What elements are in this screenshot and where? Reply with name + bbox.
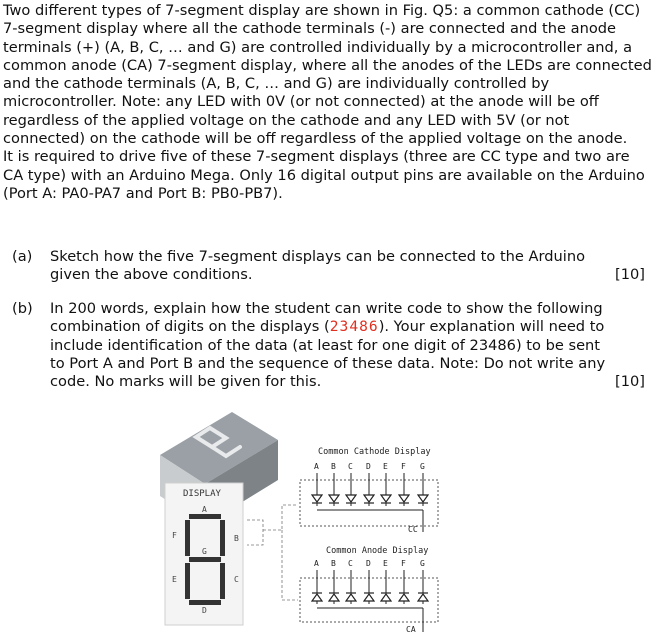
seg-label-f: F — [172, 531, 177, 540]
ca-label: CA — [406, 625, 416, 634]
question-b-text-after: ). Your explanation will need to include identification of the data (at least for one digit of 23486) to be sent to Port A and Port B and the sequence of these data. Note: Do not write any code. No marks will be given for this. — [50, 318, 606, 391]
cc-pin-e: E — [383, 462, 388, 471]
display-schematic — [165, 483, 243, 625]
cc-pin-d: D — [366, 462, 371, 471]
ca-circuit — [300, 546, 438, 634]
ca-pin-e: E — [383, 559, 388, 568]
cc-pin-c: C — [348, 462, 353, 471]
ca-pin-g: G — [420, 559, 425, 568]
question-b-text-before: In 200 words, explain how the student can write code to show the following combination of digits on the displays ( — [50, 300, 603, 336]
question-a-text: Sketch how the five 7-segment displays can be connected to the Arduino given the above conditions. — [50, 248, 586, 284]
ca-pin-f: F — [401, 559, 406, 568]
intro-text-1: Two different types of 7-segment display are shown in Fig. Q5: a common cathode (CC) 7-segment display where all the cathode terminals (-) are connected and the anode terminals (+) (A, B, C, … and G) are controlled individually by a microcontroller and, a common anode (CA) 7-segment display, where all the anodes of the LEDs are connected and the cathode terminals (A, B, C, … and G) are individually controlled by microcontroller. Note: any LED with 0V (or not connected) at the anode will be off regardless of the applied voltage on the cathode and any LED with 5V (or not connected) on the cathode will be off regardless of the applied voltage on the anode. — [3, 2, 652, 148]
question-b-digits: 23486 — [329, 318, 379, 336]
cc-pin-f: F — [401, 462, 406, 471]
cc-circuit — [300, 447, 438, 534]
intro-text-2: It is required to drive five of these 7-segment displays (three are CC type and two are CA type) with an Arduino Mega. Only 16 digital output pins are available on the Arduino (Port A: PA0-PA7 and Port B: PB0-PB7). — [3, 148, 645, 202]
question-b-label: (b) — [12, 300, 33, 317]
connector-lines — [247, 505, 298, 600]
ca-pin-c: C — [348, 559, 353, 568]
cc-pin-g: G — [420, 462, 425, 471]
seg-label-g: G — [202, 547, 207, 556]
question-a-marks: [10] — [615, 266, 645, 283]
ca-title: Common Anode Display — [326, 546, 429, 556]
seg-label-e: E — [172, 575, 177, 584]
seg-label-d: D — [202, 606, 207, 615]
cc-title: Common Cathode Display — [318, 447, 431, 457]
cc-pin-a: A — [314, 462, 319, 471]
cc-label: CC — [408, 525, 418, 534]
cc-pin-b: B — [331, 462, 336, 471]
seg-label-c: C — [234, 575, 239, 584]
question-a-label: (a) — [12, 248, 33, 265]
ca-pin-b: B — [331, 559, 336, 568]
ca-pin-a: A — [314, 559, 319, 568]
seg-label-b: B — [234, 534, 239, 543]
seg-label-a: A — [202, 505, 207, 514]
display-label: DISPLAY — [183, 489, 221, 499]
ca-pin-d: D — [366, 559, 371, 568]
question-b-marks: [10] — [615, 373, 645, 390]
